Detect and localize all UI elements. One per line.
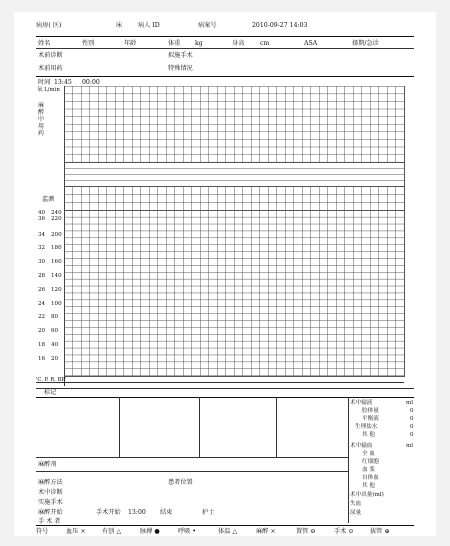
fluid-item-value: 0 bbox=[410, 432, 414, 438]
scale-temp-3: 32 bbox=[38, 245, 46, 252]
weight-unit: kg bbox=[195, 40, 203, 47]
legend-item: 有创 △ bbox=[102, 528, 122, 535]
mark-line-top bbox=[36, 388, 414, 389]
pre-diagnosis-label: 术前诊断 bbox=[38, 52, 63, 59]
scale-pressure-9: 60 bbox=[51, 328, 59, 335]
header-divider bbox=[36, 36, 414, 37]
legend-item: 麻醉 × bbox=[256, 528, 276, 535]
asa-label: ASA bbox=[304, 40, 318, 47]
anesthesia-drug-label: 麻醉中用药 bbox=[38, 102, 45, 137]
surgeon-label: 手 术 者 bbox=[38, 518, 61, 525]
scale-temp-2: 34 bbox=[38, 231, 46, 238]
scale-temp-11: 16 bbox=[38, 355, 46, 362]
fluid-item-label: 平衡液 bbox=[362, 416, 379, 422]
legend-line bbox=[36, 525, 414, 526]
anesthesia-start-label: 麻醉开始 bbox=[38, 509, 63, 516]
scale-pressure-0: 240 bbox=[51, 210, 62, 216]
case-number-label: 病案号 bbox=[198, 22, 217, 29]
planned-operation-label: 拟施手术 bbox=[168, 52, 193, 59]
box-divider-2 bbox=[199, 397, 200, 457]
blood-in-unit: ml bbox=[406, 443, 414, 449]
agent-rows-grid bbox=[64, 162, 405, 187]
name-label: 姓名 bbox=[38, 40, 51, 47]
info-divider-2 bbox=[36, 76, 414, 77]
scale-temp-10: 18 bbox=[38, 342, 46, 348]
fluid-in-unit: ml bbox=[406, 400, 414, 406]
blood-in-title: 术中输血 bbox=[350, 443, 373, 449]
scale-pressure-5: 140 bbox=[51, 273, 62, 279]
mark-line-bottom bbox=[36, 397, 414, 398]
done-operation-label: 实施手术 bbox=[38, 499, 63, 506]
monitor-grid bbox=[64, 186, 405, 211]
patient-id-label: 病人 ID bbox=[138, 22, 160, 29]
monitor-label: 监测 bbox=[42, 196, 55, 203]
legend-item: 呼吸 • bbox=[178, 528, 196, 535]
record-datetime: 2010-09-27 14:03 bbox=[252, 22, 308, 29]
mark-label: 标记 bbox=[44, 389, 57, 396]
box-bottom-line bbox=[36, 457, 348, 458]
sex-label: 性别 bbox=[82, 40, 95, 47]
fluid-column-line bbox=[348, 397, 349, 523]
blood-item-label: 其 他 bbox=[362, 483, 375, 489]
blood-item-label: 全 血 bbox=[362, 451, 375, 457]
oxygen-label: 氧 L/min bbox=[37, 87, 60, 93]
scale-temp-5: 28 bbox=[38, 273, 46, 279]
end-label: 结束 bbox=[160, 509, 173, 516]
scale-temp-6: 26 bbox=[38, 286, 46, 293]
box-divider-1 bbox=[119, 397, 120, 457]
output-title: 术中出量(ml) bbox=[350, 492, 384, 498]
cpr-bp-label: 'C. P. R. BP' bbox=[36, 377, 67, 383]
scale-temp-7: 24 bbox=[38, 300, 46, 307]
bed-label: 床 bbox=[116, 22, 123, 29]
legend-item: 体温 △ bbox=[218, 528, 238, 535]
fluid-item-label: 胶体量 bbox=[362, 408, 379, 414]
scale-pressure-7: 100 bbox=[51, 300, 62, 307]
scale-pressure-3: 180 bbox=[51, 245, 62, 252]
fluid-item-label: 生理盐水 bbox=[355, 424, 378, 430]
scale-pressure-4: 160 bbox=[51, 259, 62, 266]
pre-medication-label: 术前用药 bbox=[38, 65, 63, 72]
legend-item: 手术 ⊙ bbox=[334, 528, 354, 535]
time-start: 13:45 bbox=[54, 79, 72, 86]
height-label: 身高 bbox=[232, 40, 245, 47]
operation-start-label: 手术开始 bbox=[96, 509, 121, 516]
ward-label: 病房( 区) bbox=[36, 22, 62, 29]
position-label: 患者位置 bbox=[168, 479, 193, 486]
legend-item: 脉搏 ● bbox=[140, 528, 160, 535]
blood-item-label: 自体血 bbox=[362, 475, 379, 481]
method-label: 麻醉方法 bbox=[38, 479, 63, 486]
scale-pressure-8: 80 bbox=[51, 314, 59, 321]
legend-item: 血压 × bbox=[66, 528, 86, 535]
fluid-item-value: 0 bbox=[410, 408, 414, 414]
cpr-line bbox=[36, 382, 404, 383]
bottom-divider bbox=[36, 471, 348, 472]
info-divider-1 bbox=[36, 48, 414, 49]
fluid-in-title: 术中输液 bbox=[350, 400, 373, 406]
scale-pressure-2: 200 bbox=[51, 231, 62, 238]
output-item-label: 尿量 bbox=[350, 510, 362, 516]
special-condition-label: 特殊情况 bbox=[168, 65, 193, 72]
fluid-item-value: 0 bbox=[410, 416, 414, 422]
legend-symbol-label: 符号 bbox=[36, 528, 49, 535]
scale-pressure-11: 20 bbox=[51, 355, 59, 362]
nurse-label: 护士 bbox=[202, 509, 215, 516]
anesthesia-record-sheet bbox=[14, 12, 436, 536]
anesthetic-label: 麻醉剂 bbox=[38, 461, 57, 468]
age-label: 年龄 bbox=[124, 40, 137, 47]
scale-temp-8: 22 bbox=[38, 314, 46, 321]
output-item-label: 失血 bbox=[350, 501, 362, 507]
time-label: 时间 bbox=[38, 79, 51, 86]
legend-item: 置管 ⊖ bbox=[296, 528, 316, 535]
scale-pressure-6: 120 bbox=[51, 286, 62, 293]
fluid-item-value: 0 bbox=[410, 424, 414, 430]
elective-emergency-label: 择期/急诊 bbox=[352, 40, 379, 47]
scale-pressure-1: 220 bbox=[51, 216, 62, 222]
box-divider-3 bbox=[276, 397, 277, 457]
operation-start-time: 13:00 bbox=[128, 509, 146, 516]
intra-diagnosis-label: 术中诊断 bbox=[38, 489, 63, 496]
fluid-item-label: 其 他 bbox=[362, 432, 375, 438]
scale-temp-0: 40 bbox=[38, 210, 46, 216]
legend-item: 拔管 ⊕ bbox=[370, 528, 390, 535]
scale-temp-4: 30 bbox=[38, 259, 46, 266]
blood-item-label: 血 浆 bbox=[362, 467, 375, 473]
scale-temp-9: 20 bbox=[38, 328, 46, 335]
height-unit: cm bbox=[260, 40, 270, 47]
time-zero: 00:00 bbox=[82, 79, 100, 86]
drug-grid bbox=[64, 86, 405, 163]
blood-item-label: 红细胞 bbox=[362, 459, 379, 465]
scale-pressure-10: 40 bbox=[51, 342, 59, 348]
weight-label: 体重 bbox=[168, 40, 181, 47]
scale-temp-1: 36 bbox=[38, 216, 46, 222]
vitals-grid bbox=[64, 210, 405, 377]
